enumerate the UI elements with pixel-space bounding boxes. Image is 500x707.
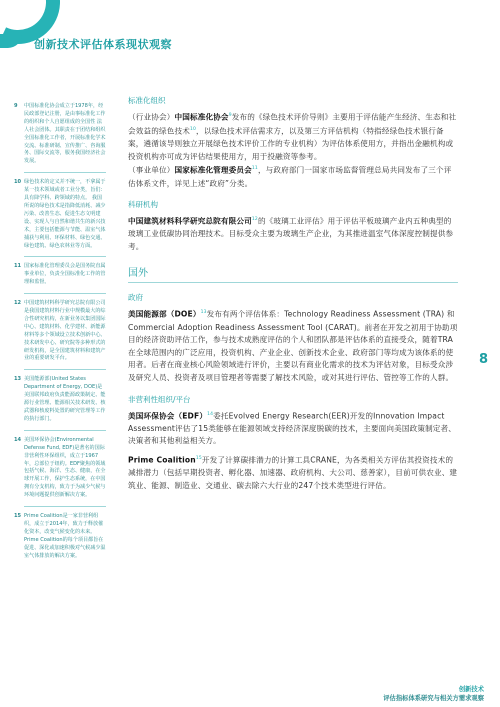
section-divider: [128, 282, 458, 283]
org-name: 国家标准化管理委员会: [174, 165, 252, 175]
note-14: [14, 437, 106, 500]
paragraph-doe: [128, 307, 458, 384]
main-content: [128, 95, 458, 492]
footer-line-2: 评估指标体系研究与相关方需求观察: [383, 695, 484, 702]
footer-line-1: 创新技术: [458, 686, 484, 693]
text-span: ，以绿色技术评估需求方，以及第三方评估机构（特指经绿色技术银行备案，遴循该导则独立开展绿色技术评价工作的专业机构）为评估体系使用方，并指出金融机构或投资机构亦可成为评估结果使用方，用于投融资等参考。: [128, 126, 454, 161]
note-divider: [24, 430, 106, 431]
text-span: 开发了计算碳排潜力的计算工具CRANE，为各类相关方评估其投资技术的减排潜力（包括早期投资者、孵化器、加速器、政府机构、大公司、慈善家），目前可供农业、建筑业、能源、制造业、交通业、碳去除六大行业的247个技术类型进行评估。: [128, 455, 458, 490]
text-span: （行业协会）: [128, 112, 175, 122]
text-span: 的《玻璃工业评估》用于评估平板玻璃产业内五种典型的玻璃工业低碳协同治理技术。目标受众主要为玻璃生产企业，为其推进温室气体深度控制提供参考。: [128, 216, 454, 251]
note-text: 美国环保协会(Environmental Defense Fund, EDF)是著名的国际非营利性环保组织，成立于1967年，总部位于纽约。EDF聚焦的领域包括气候、海洋、生态、健康，在全球开展工作，保护生态系统，在中国拥有分支机构，致力于为减少气候与环境问题提供创新解决方案。: [24, 436, 106, 499]
section-heading-government: 政府: [128, 293, 143, 303]
footnote-ref[interactable]: 9: [228, 113, 232, 118]
note-number: 11: [14, 263, 22, 270]
note-divider: [24, 506, 106, 507]
note-text: 国家标准化管理委员会是国务院直属事业单位，负责全国标准化工作的管理和监督。: [24, 263, 106, 286]
footnote-ref[interactable]: 15: [195, 455, 202, 461]
text-span: ，与政府部门一国家市场监督管理总局共同发布了三个评估体系文件，详见上述“政府”分类。: [128, 165, 452, 188]
footnote-ref[interactable]: 13: [200, 310, 207, 316]
footnote-ref[interactable]: 10: [189, 127, 196, 133]
note-12: [14, 300, 106, 363]
sidebar-notes: [14, 103, 106, 561]
note-divider: [24, 256, 106, 257]
org-name: 美国环保协会（EDF）: [128, 411, 208, 421]
note-text: 绿色技术的定义并不统一，不拿属于某一技术领域或者工业分类，旨们：具有降学科、跨领域的特点。 我国所说的绿色技术是指降低消耗、减少污染、改善生态、促进生态文明建设、实现人与自然和谐共生的新兴技术，主要包括能源与节能、温室气体捕获与利用、环保材料、绿色交通、绿色建筑、绿色农林业等方面。: [24, 179, 106, 249]
page-header-title: 创新技术评估体系现状观察: [34, 38, 172, 51]
paragraph-edf: [128, 409, 458, 448]
paragraph-cbma: [128, 214, 458, 253]
text-span: （事业单位）: [128, 165, 175, 175]
note-number: 12: [14, 300, 22, 307]
note-9: [14, 103, 106, 166]
text-span: 发布有两个评估体系：Technology Readiness Assessment (TRA) 和Commercial Adoption Readiness Assessment Tool (CARAT)。前者在开发之初用于协助项目的经济资助评估工作，参与技术成熟度评估的个人和团队都是评估体系的直接受众，随着TRA在全球范围内的广泛应用，投资机构、产业企业、创新技术企业、政府部门等均成为该体系的使用者。后者在商业核心风险领域进行评价，主要以有商业化需求的技术为评估对象，目标受众涉及研究人员、投资者及项目管理者等需要了解技术风险，或对其进行评估、管控等工作的人群。: [128, 310, 458, 382]
section-heading-research: 科研机构: [128, 200, 158, 210]
org-name: 中国标准化协会: [174, 112, 229, 122]
note-11: [14, 263, 106, 287]
note-number: 9: [14, 103, 18, 109]
note-divider: [24, 369, 106, 370]
note-divider: [24, 293, 106, 294]
note-text: 中国标准化协会成立于1978年，经民政部登记注册，是由事标准化工作的组织和个人自愿组成的全国性 法人社会团体。其职责在于团结和组织全国标准化工作者，开展标准化学术交流、标准研制、宣传推广、咨询服务、国际交流等，服务我国经济社会发展。: [24, 103, 106, 165]
org-name: Prime Coalition: [128, 455, 196, 465]
note-number: 15: [14, 513, 22, 520]
corner-decoration-tab: [0, 34, 22, 48]
note-number: 14: [14, 436, 22, 443]
section-heading-international: 国外: [128, 268, 148, 280]
section-heading-standards: 标准化组织: [128, 96, 166, 105]
section-heading-npo: 非营利性组织/平台: [128, 394, 191, 404]
note-divider: [24, 172, 106, 173]
note-text: Prime Coalition是一家非营利组织，成立于2014年，致力于释放催化资本，改变气候变化的未来。Prime Coalition的每个项目都旨在促进、深化或加速积极对气候减少温室气体排放的解决方案。: [24, 513, 106, 559]
note-15: [14, 513, 106, 560]
paragraph-sac: [128, 163, 458, 190]
page-number: 8: [478, 352, 488, 367]
note-13: [14, 376, 106, 423]
org-name: 中国建筑材料科学研究总院有限公司: [128, 216, 252, 226]
note-text: 中国建筑材料科学研究总院有限公司是我国建筑材料行业中规模最大的综合性研究机构，在新业务以集团国际中心、建筑材料、化学建材、新能源材料等多个领域设立技术创新中心、技术研发中心、研究院等多种形式的研发机构，是全国建筑材料和建筑产业的重要研发平台。: [24, 300, 106, 362]
note-number: 13: [14, 376, 22, 383]
note-10: [14, 179, 106, 250]
paragraph-csa: [128, 110, 458, 163]
page-footer: [383, 684, 484, 702]
footnote-ref[interactable]: 12: [251, 217, 258, 223]
note-text: 美国能源部(United States Department of Energy, DOE)是美国联邦政府负责能源政策制定、能源行业管理、能源相关技术研发、核武器和核废料处置的研究管理等工作的执行部门。: [24, 376, 106, 422]
org-name: 美国能源部（DOE）: [128, 310, 201, 319]
footnote-ref[interactable]: 11: [251, 166, 258, 172]
text-span: 发布的《绿色技术评价导则》主要用于评估能产生经济、生态和社会效益的绿色技术: [128, 112, 457, 136]
footnote-ref[interactable]: 14: [207, 411, 214, 417]
paragraph-prime: [128, 453, 458, 492]
note-number: 10: [14, 179, 22, 186]
text-span: 委托Evolved Energy Research(EER)开发的Innovation Impact Assessment评估了15类能够在能源领域支持经济深度脱碳的技术，主要面向美国政策制定者、决策者和其他利益相关方。: [128, 411, 457, 446]
